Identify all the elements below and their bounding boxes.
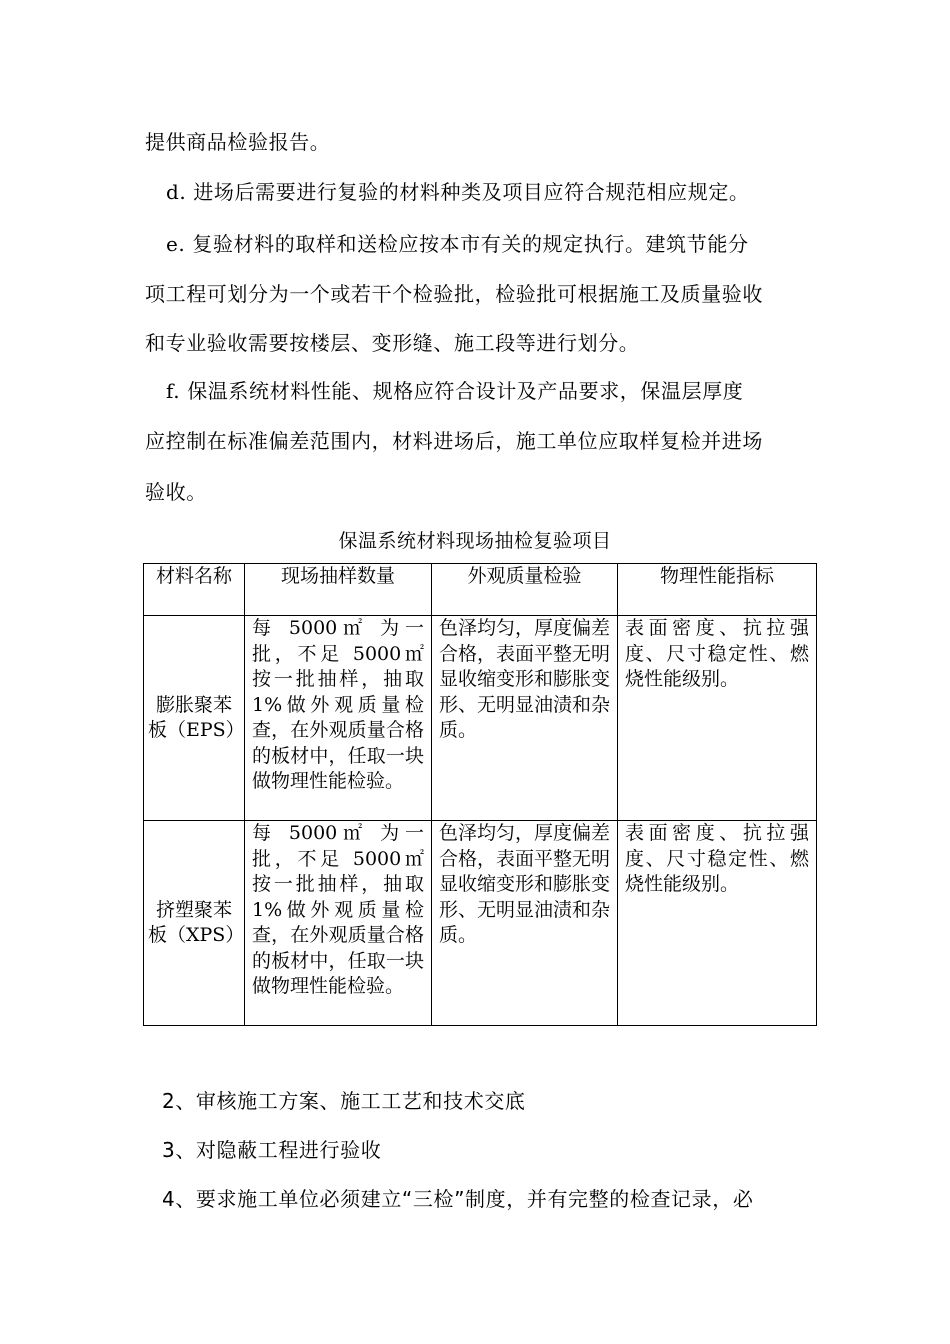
list-item: 4、要求施工单位必须建立“三检”制度，并有完整的检查记录，必: [162, 1187, 754, 1211]
inspection-table: [143, 563, 817, 1026]
list-item: 3、对隐蔽工程进行验收: [162, 1138, 382, 1162]
column-header: 外观质量检验: [432, 564, 618, 616]
material-name-cell: 膨胀聚苯板（EPS）: [144, 616, 245, 821]
table-caption: 保温系统材料现场抽检复验项目: [338, 530, 612, 552]
column-header: 材料名称: [144, 564, 245, 616]
paragraph-line: d. 进场后需要进行复验的材料种类及项目应符合规范相应规定。: [166, 180, 750, 204]
appearance-cell: 色泽均匀，厚度偏差合格，表面平整无明显收缩变形和膨胀变形、无明显油渍和杂质。: [432, 821, 618, 1026]
list-item: 2、审核施工方案、施工工艺和技术交底: [162, 1089, 526, 1113]
physical-cell: 表面密度、抗拉强度、尺寸稳定性、燃烧性能级别。: [618, 821, 817, 1026]
paragraph-line: f. 保温系统材料性能、规格应符合设计及产品要求，保温层厚度: [166, 379, 744, 403]
paragraph-line: 验收。: [145, 480, 207, 504]
column-header: 现场抽样数量: [245, 564, 432, 616]
appearance-cell: 色泽均匀，厚度偏差合格，表面平整无明显收缩变形和膨胀变形、无明显油渍和杂质。: [432, 616, 618, 821]
physical-cell: 表面密度、抗拉强度、尺寸稳定性、燃烧性能级别。: [618, 616, 817, 821]
table-header-row: [144, 564, 817, 616]
table-row: [144, 616, 817, 821]
paragraph-line: 和专业验收需要按楼层、变形缝、施工段等进行划分。: [145, 331, 640, 355]
paragraph-line: 项工程可划分为一个或若干个检验批，检验批可根据施工及质量验收: [145, 282, 763, 306]
sampling-cell: 每 5000㎡ 为一批，不足 5000㎡ 按一批抽样，抽取 1%做外观质量检查，在外观质量合格的板材中，任取一块做物理性能检验。: [245, 616, 432, 821]
paragraph-line: 应控制在标准偏差范围内，材料进场后，施工单位应取样复检并进场: [145, 429, 763, 453]
column-header: 物理性能指标: [618, 564, 817, 616]
sampling-cell: 每 5000㎡ 为一批，不足 5000㎡ 按一批抽样，抽取 1%做外观质量检查，在外观质量合格的板材中，任取一块做物理性能检验。: [245, 821, 432, 1026]
paragraph-line: e. 复验材料的取样和送检应按本市有关的规定执行。建筑节能分: [166, 232, 749, 256]
table-row: [144, 821, 817, 1026]
material-name-cell: 挤塑聚苯板（XPS）: [144, 821, 245, 1026]
paragraph-line: 提供商品检验报告。: [145, 130, 331, 154]
